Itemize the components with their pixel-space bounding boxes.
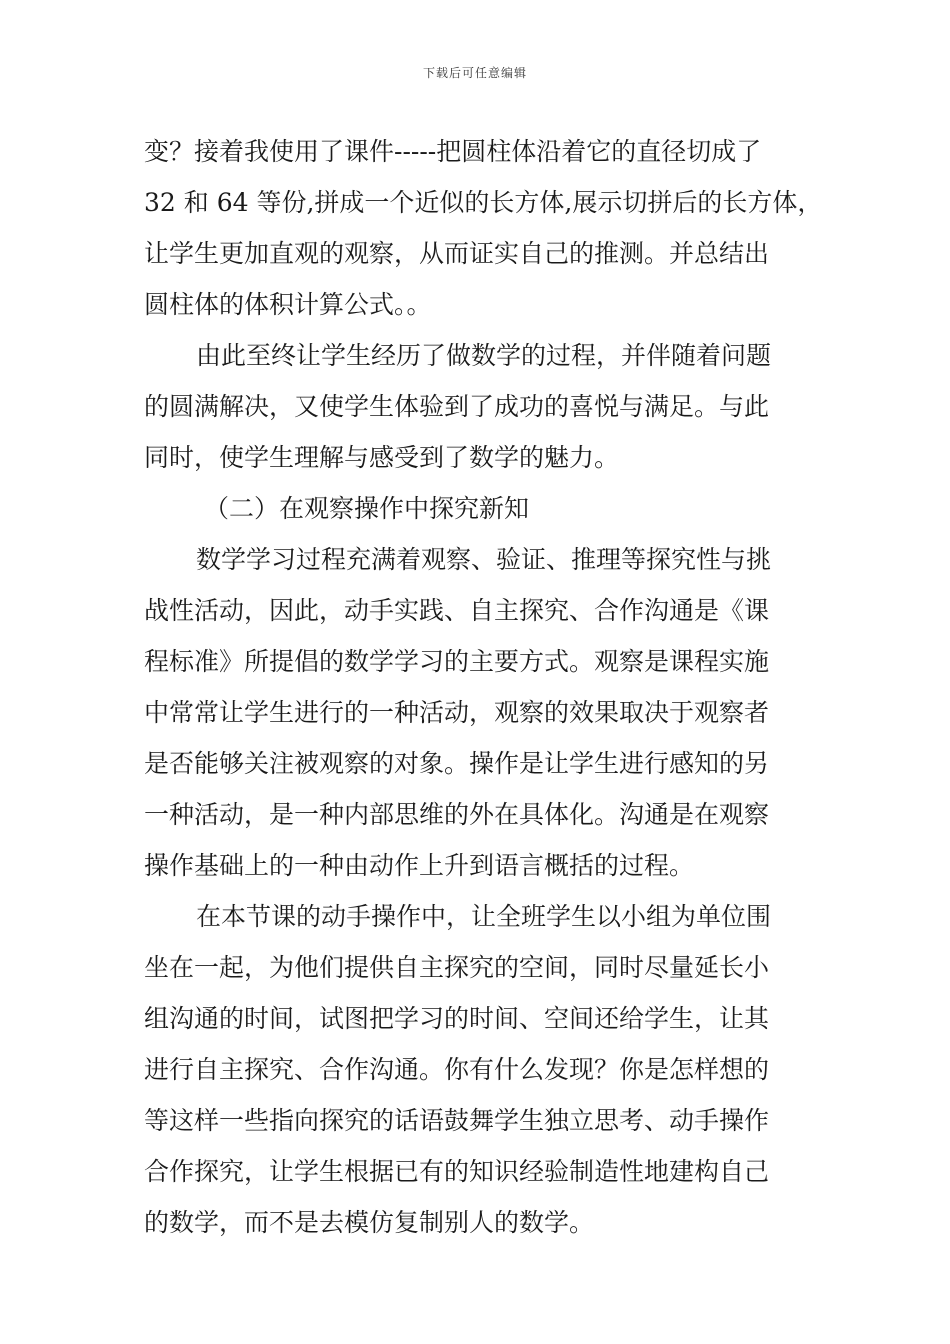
text-line: 数学学习过程充满着观察、验证、推理等探究性与挑 [196, 545, 772, 574]
text-line: 是否能够关注被观察的对象。操作是让学生进行感知的另 [144, 749, 770, 778]
text-line: 同时，使学生理解与感受到了数学的魅力。 [144, 443, 620, 472]
text-line: 由此至终让学生经历了做数学的过程，并伴随着问题 [196, 341, 772, 370]
text-line: 在本节课的动手操作中，让全班学生以小组为单位围 [196, 902, 772, 931]
text-line: 战性活动，因此，动手实践、自主探究、合作沟通是《课 [144, 596, 770, 625]
text-line: 组沟通的时间，试图把学习的时间、空间还给学生，让其 [144, 1004, 770, 1033]
text-line: 等这样一些指向探究的话语鼓舞学生独立思考、动手操作 [144, 1106, 770, 1135]
text-line: 让学生更加直观的观察，从而证实自己的推测。并总结出 [144, 239, 770, 268]
text-line: 进行自主探究、合作沟通。你有什么发现？你是怎样想的 [144, 1055, 770, 1084]
text-line: 程标准》所提倡的数学学习的主要方式。观察是课程实施 [144, 647, 770, 676]
text-line: 32 和 64 等份,拼成一个近似的长方体,展示切拼后的长方体， [144, 188, 823, 217]
page-header: 下载后可任意编辑 [422, 66, 527, 80]
text-line: 变？接着我使用了课件-----把圆柱体沿着它的直径切成了 [144, 137, 762, 166]
text-line: 操作基础上的一种由动作上升到语言概括的过程。 [144, 851, 695, 880]
text-line: 圆柱体的体积计算公式。。 [144, 290, 432, 319]
text-line: 坐在一起，为他们提供自主探究的空间，同时尽量延长小 [144, 953, 770, 982]
text-line: 合作探究，让学生根据已有的知识经验制造性地建构自己 [144, 1157, 770, 1186]
section-heading: （二）在观察操作中探究新知 [204, 494, 530, 523]
text-line: 中常常让学生进行的一种活动，观察的效果取决于观察者 [144, 698, 770, 727]
text-line: 的圆满解决，又使学生体验到了成功的喜悦与满足。与此 [144, 392, 770, 421]
text-line: 一种活动，是一种内部思维的外在具体化。沟通是在观察 [144, 800, 770, 829]
document-body [144, 126, 823, 1248]
text-line: 的数学，而不是去模仿复制别人的数学。 [144, 1208, 595, 1237]
